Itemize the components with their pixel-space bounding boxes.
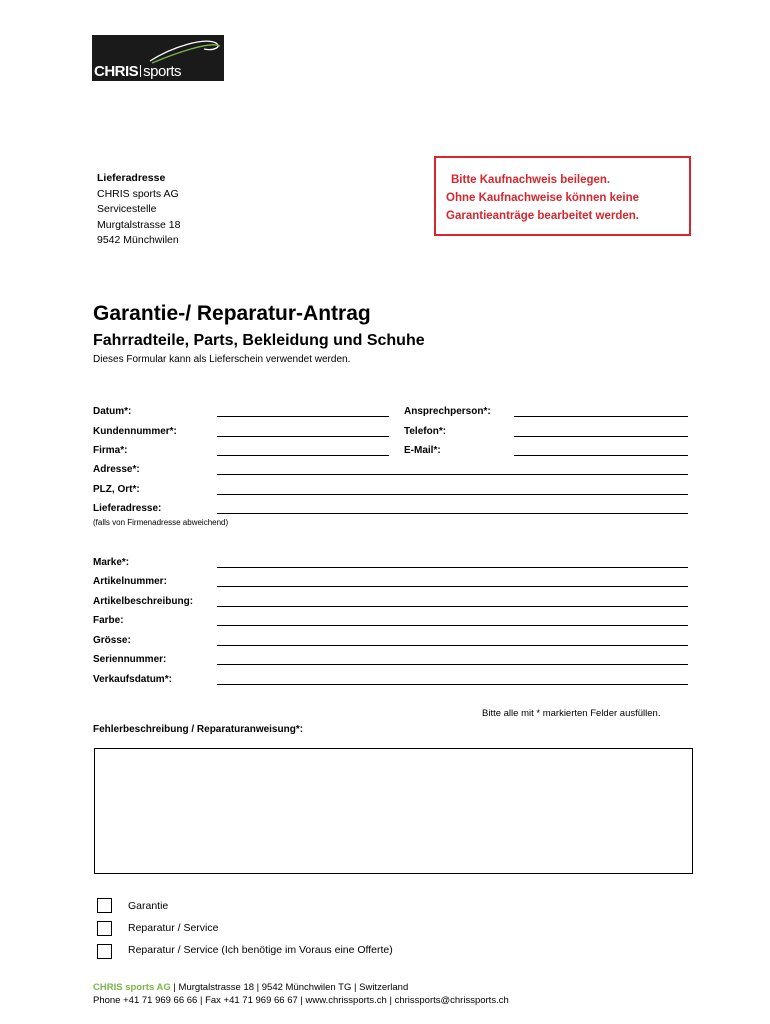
notice-line: Ohne Kaufnachweise können keine: [446, 192, 639, 204]
farbe-field[interactable]: [217, 625, 688, 626]
verkaufsdatum-label: Verkaufsdatum*:: [93, 674, 172, 685]
plz-ort-field[interactable]: [217, 494, 688, 495]
logo: [92, 35, 224, 81]
footer-address: [93, 982, 408, 993]
address-line: Servicestelle: [97, 203, 157, 215]
notice-line: Garantieanträge bearbeitet werden.: [446, 210, 640, 222]
artikelnummer-field[interactable]: [217, 586, 688, 587]
adresse-field[interactable]: [217, 474, 688, 475]
seriennummer-field[interactable]: [217, 664, 688, 665]
garantie-checkbox[interactable]: [97, 898, 112, 913]
delivery-address: [97, 171, 180, 249]
reparatur-checkbox[interactable]: [97, 921, 112, 936]
telefon-field[interactable]: [514, 436, 688, 437]
kundennummer-field[interactable]: [217, 436, 389, 437]
footer-company: CHRIS sports AG: [93, 982, 171, 993]
datum-field[interactable]: [217, 416, 389, 417]
reparatur-offerte-checkbox-label: Reparatur / Service (Ich benötige im Voraus eine Offerte): [128, 944, 393, 956]
artikelnummer-label: Artikelnummer:: [93, 576, 167, 587]
kundennummer-label: Kundennummer*:: [93, 426, 177, 437]
marke-field[interactable]: [217, 567, 688, 568]
notice-line: Bitte Kaufnachweis beilegen.: [451, 174, 611, 186]
proof-of-purchase-notice: [434, 156, 691, 236]
datum-label: Datum*:: [93, 406, 132, 417]
footer-address-line: | Murgtalstrasse 18 | 9542 Münchwilen TG | Switzerland: [170, 982, 409, 993]
required-fields-note: Bitte alle mit * markierten Felder ausfüllen.: [482, 708, 661, 719]
groesse-field[interactable]: [217, 645, 688, 646]
lieferadresse-field[interactable]: [217, 513, 688, 514]
address-line: CHRIS sports AG: [97, 187, 179, 200]
firma-field[interactable]: [217, 455, 389, 456]
groesse-label: Grösse:: [93, 635, 131, 646]
lieferadresse-note: (falls von Firmenadresse abweichend): [93, 518, 229, 527]
email-field[interactable]: [514, 455, 688, 456]
footer-contact: Phone +41 71 969 66 66 | Fax +41 71 969 66 67 | www.chrissports.ch | chrissports@chrissports.ch: [93, 995, 509, 1006]
reparatur-checkbox-label: Reparatur / Service: [128, 922, 219, 934]
page-title: Garantie-/ Reparatur-Antrag: [93, 302, 371, 325]
telefon-label: Telefon*:: [404, 426, 447, 437]
seriennummer-label: Seriennummer:: [93, 654, 167, 665]
address-heading: Lieferadresse: [97, 172, 166, 184]
verkaufsdatum-field[interactable]: [217, 684, 688, 685]
ansprechperson-field[interactable]: [514, 416, 688, 417]
tagline: [726, 38, 740, 160]
ansprechperson-label: Ansprechperson*:: [404, 406, 491, 417]
reparatur-offerte-checkbox[interactable]: [97, 944, 112, 959]
intro-text: Dieses Formular kann als Lieferschein verwendet werden.: [93, 354, 351, 365]
marke-label: Marke*:: [93, 557, 130, 568]
adresse-label: Adresse*:: [93, 464, 140, 475]
firma-label: Firma*:: [93, 445, 128, 456]
page-subtitle: Fahrradteile, Parts, Bekleidung und Schuhe: [93, 332, 425, 349]
plz-ort-label: PLZ, Ort*:: [93, 484, 140, 495]
logo-wordmark: CHRIS sports: [94, 63, 182, 80]
lieferadresse-label: Lieferadresse:: [93, 503, 162, 514]
farbe-label: Farbe:: [93, 615, 124, 626]
fehlerbeschreibung-label: Fehlerbeschreibung / Reparaturanweisung*:: [93, 724, 304, 735]
fehlerbeschreibung-textarea[interactable]: [94, 748, 693, 874]
email-label: E-Mail*:: [404, 445, 441, 456]
address-line: Murgtalstrasse 18: [97, 218, 181, 231]
artikelbeschreibung-label: Artikelbeschreibung:: [93, 596, 194, 607]
artikelbeschreibung-field[interactable]: [217, 606, 688, 607]
address-line: 9542 Münchwilen: [97, 234, 179, 246]
garantie-checkbox-label: Garantie: [128, 900, 169, 912]
